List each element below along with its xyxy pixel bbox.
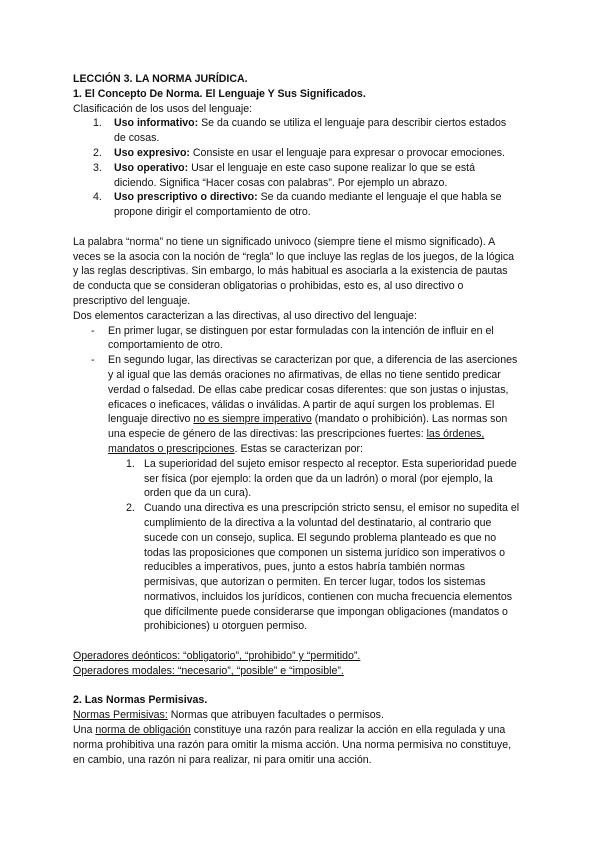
list-item bbox=[73, 116, 520, 146]
list-number: 1. bbox=[93, 117, 102, 130]
paragraph-text: Una bbox=[73, 724, 96, 737]
list-number: 1. bbox=[126, 457, 135, 470]
list-number: 3. bbox=[93, 161, 102, 174]
norma-paragraph: La palabra “norma” no tiene un significado univoco (siempre tiene el mismo significado). A veces se la asocia con la noción de “regla” lo que incluye las reglas de los juegos, de la lógica y las reglas descriptivas. Sin embargo, lo más habitual es asociarla a la existencia de pautas de conducta que se consideran obligatorias o prohibidas, esto es, al uso directivo o prescriptivo del lenguaje. bbox=[73, 235, 515, 307]
use-term: Uso operativo: bbox=[114, 161, 189, 174]
modal-operators: Operadores modales: “necesario”, “posible” e “imposible”. bbox=[73, 664, 344, 677]
use-text: Usar el lenguaje en este caso supone realizar lo que se está diciendo. Significa “Hacer cosas con palabras”. Por ejemplo un abrazo. bbox=[114, 161, 475, 189]
use-text: Se da cuando se utiliza el lenguaje para describir ciertos estados de cosas. bbox=[114, 117, 507, 145]
list-number: 2. bbox=[93, 146, 102, 159]
obligation-paragraph bbox=[73, 723, 520, 767]
use-term: Uso prescriptivo o directivo: bbox=[114, 191, 258, 204]
paragraph-text: constituye una razón para realizar la acción en ella regulada y una norma prohibitiva una razón para omitir la misma acción. Una norma permisiva no constituye, en cambio, una razón ni para realizar, ni para omitir una acción. bbox=[73, 724, 512, 766]
elements-list bbox=[73, 324, 520, 457]
deontic-operators: Operadores deónticos: “obligatorio”, “prohibido” y “permitido”. bbox=[73, 650, 361, 663]
underlined-text: norma de obligación bbox=[95, 724, 191, 737]
definition-text: Normas que atribuyen facultades o permisos. bbox=[167, 709, 384, 722]
list-item bbox=[73, 190, 520, 220]
lesson-title: LECCIÓN 3. LA NORMA JURÍDICA. bbox=[73, 73, 248, 85]
use-term: Uso expresivo: bbox=[114, 146, 190, 159]
underlined-text: no es siempre imperativo bbox=[193, 413, 312, 426]
element-text: En primer lugar, se distinguen por estar formuladas con la intención de influir en el comportamiento de otro. bbox=[108, 324, 494, 352]
list-number: 2. bbox=[126, 502, 135, 515]
underlined-text: las órdenes, mandatos o prescripciones bbox=[108, 428, 485, 455]
section1-heading: 1. El Concepto De Norma. El Lenguaje Y Sus Significados. bbox=[73, 87, 366, 100]
use-text: Consiste en usar el lenguaje para expresar o provocar emociones. bbox=[189, 146, 505, 159]
element-text: (mandato o prohibición). Las normas son una especie de género de las directivas: las prescripciones fuertes: bbox=[108, 413, 508, 441]
dash-marker: - bbox=[91, 324, 95, 337]
definition-label: Normas Permisivas: bbox=[73, 709, 168, 722]
list-item bbox=[73, 324, 520, 354]
list-item bbox=[108, 501, 520, 634]
use-term: Uso informativo: bbox=[114, 117, 199, 130]
list-item bbox=[108, 457, 520, 501]
element-text: En segundo lugar, las directivas se caracterizan por que, a diferencia de las aserciones y al igual que las demás oraciones no afirmativas, de ellas no tiene sentido predicar verdad o falsedad. De ellas cabe predicar cosas diferentes: que son justas o injustas, eficaces o ineficaces, válidas o inválidas. A partir de aquí surgen los problemas. El lenguaje directivo bbox=[108, 354, 518, 426]
document-page bbox=[73, 72, 520, 767]
uses-intro: Clasificación de los usos del lenguaje: bbox=[73, 102, 253, 115]
characteristic-text: Cuando una directiva es una prescripción stricto sensu, el emisor no supedita el cumplimiento de la directiva a la voluntad del destinatario, al contrario que sucede con un consejo, suplica. El segundo problema planteado es que no todas las proposiciones que componen un sistema jurídico son imperativos o reducibles a imperativos, pues, junto a estos habría también normas permisivas, que autorizan o permiten. En tercer lugar, todos los sistemas normativos, incluidos los jurídicos, contienen con mucha frecuencia elementos que difícilmente puede considerarse que impongan obligaciones (mandatos o prohibiciones) u otorguen permiso. bbox=[144, 502, 520, 633]
characteristic-text: La superioridad del sujeto emisor respecto al receptor. Esta superioridad puede ser física (por ejemplo: la orden que da un ladrón) o moral (por ejemplo, la orden que da un cura). bbox=[144, 457, 517, 500]
uses-list bbox=[73, 116, 520, 220]
list-number: 4. bbox=[93, 191, 102, 204]
characteristics-list bbox=[73, 457, 520, 635]
list-item bbox=[73, 353, 520, 457]
dash-marker: - bbox=[91, 354, 95, 367]
use-text: Se da cuando mediante el lenguaje el que habla se propone dirigir el comportamiento de otro. bbox=[114, 191, 502, 219]
permissive-definition bbox=[73, 708, 520, 723]
list-item bbox=[73, 146, 520, 161]
element-text: . Estas se caracterizan por: bbox=[234, 442, 363, 455]
list-item bbox=[73, 161, 520, 191]
elements-intro: Dos elementos caracterizan a las directivas, al uso directivo del lenguaje: bbox=[73, 309, 417, 322]
section2-heading: 2. Las Normas Permisivas. bbox=[73, 694, 208, 707]
